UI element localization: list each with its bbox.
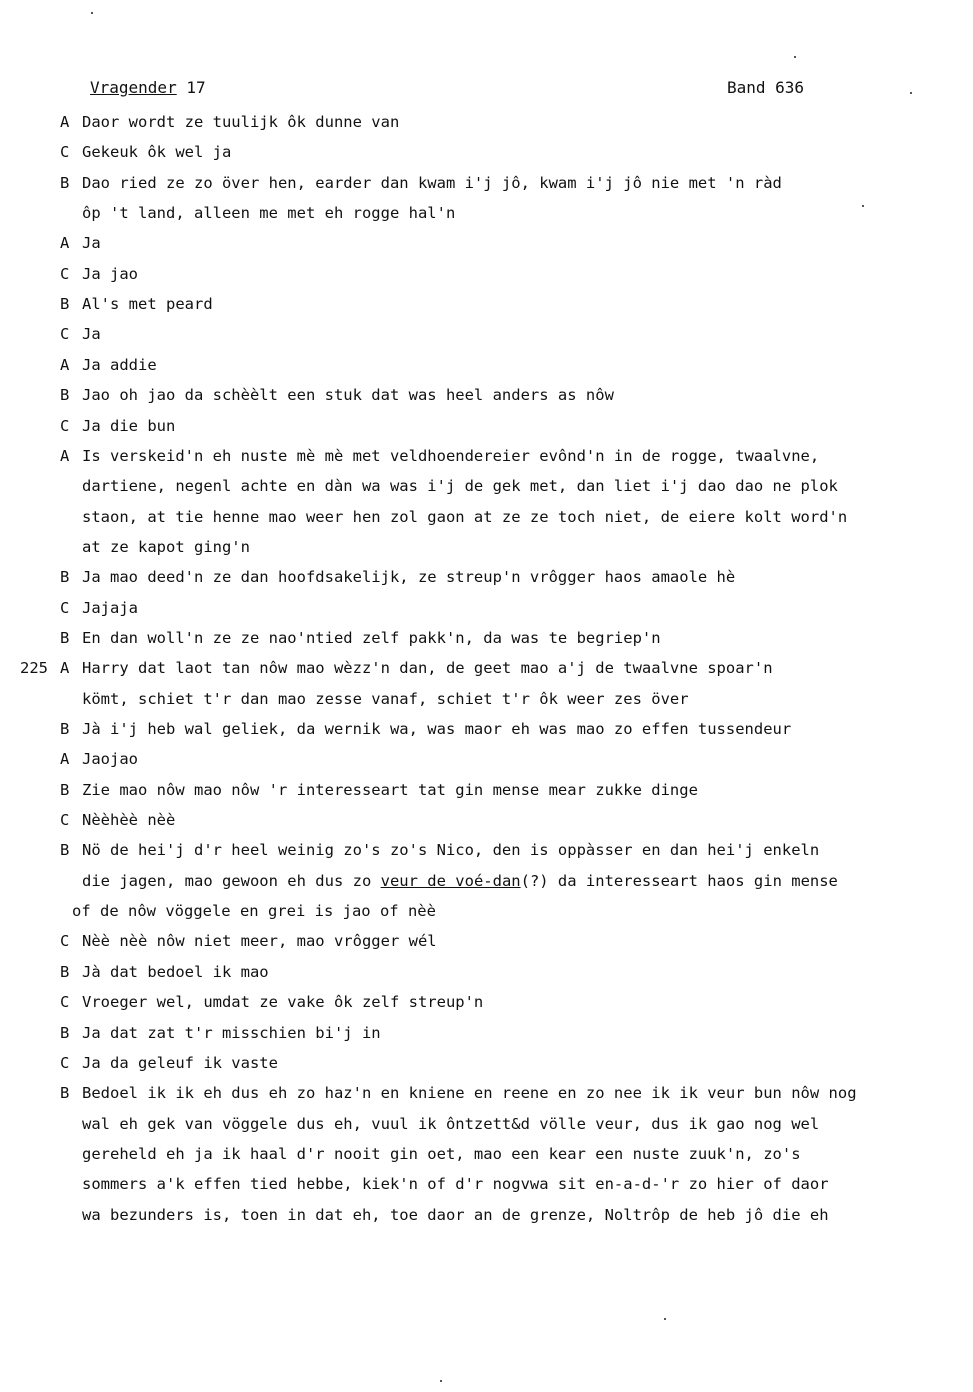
speaker-label: B (60, 173, 70, 192)
speaker-label: A (60, 446, 70, 465)
transcript-line (0, 566, 973, 588)
speaker-label: C (60, 416, 70, 435)
transcript-line (0, 1143, 973, 1165)
line-text: Ja die bun (82, 416, 176, 435)
line-text: Vroeger wel, umdat ze vake ôk zelf streup'n (82, 993, 484, 1012)
transcript-line (0, 263, 973, 285)
transcript-line (0, 839, 973, 861)
transcript-line (0, 1173, 973, 1195)
line-text: Jaojao (82, 750, 138, 769)
line-text: wal eh gek van vöggele dus eh, vuul ik ôntzett&d völle veur, dus ik gao nog wel (82, 1114, 820, 1133)
scan-speck (440, 1380, 442, 1382)
line-text: gereheld eh ja ik haal d'r nooit gin oet, mao een kear een nuste zuuk'n, zo's (82, 1144, 801, 1163)
speaker-label: B (60, 780, 70, 799)
line-text: Gekeuk ôk wel ja (82, 143, 232, 162)
speaker-label: B (60, 295, 70, 314)
speaker-label: B (60, 386, 70, 405)
line-text: Jajaja (82, 598, 138, 617)
scan-speck (862, 205, 864, 207)
header-number: 17 (186, 78, 206, 97)
transcript-line (0, 748, 973, 770)
line-text: Dao ried ze zo över hen, earder dan kwam i'j jô, kwam i'j jô nie met 'n ràd (82, 173, 782, 192)
transcript-line (0, 961, 973, 983)
speaker-label: A (60, 750, 70, 769)
page-header-left (90, 78, 206, 97)
speaker-label: A (60, 659, 70, 678)
transcript-line (0, 1204, 973, 1226)
header-label: Vragender (90, 78, 177, 97)
line-text: Nèèhèè nèè (82, 811, 176, 830)
line-text: Bedoel ik ik eh dus eh zo haz'n en kniene en reene en zo nee ik ik veur bun nôw nog (82, 1084, 857, 1103)
speaker-label: C (60, 264, 70, 283)
line-text: Ja addie (82, 355, 157, 374)
transcript-line (0, 809, 973, 831)
line-text: Al's met peard (82, 295, 213, 314)
line-text: wa bezunders is, toen in dat eh, toe daor an de grenze, Noltrôp de heb jô die eh (82, 1205, 829, 1224)
line-text: Ja jao (82, 264, 138, 283)
line-text: Ja (82, 234, 101, 253)
speaker-label: B (60, 628, 70, 647)
speaker-label: B (60, 1084, 70, 1103)
transcript-line (0, 475, 973, 497)
line-text: Is verskeid'n eh nuste mè mè met veldhoendereier evônd'n in de rogge, twaalvne, (82, 446, 820, 465)
band-label: Band 636 (727, 78, 805, 97)
line-text: staon, at tie henne mao weer hen zol gaon at ze ze toch niet, de eiere kolt word'n (82, 507, 848, 526)
transcript-line (0, 202, 973, 224)
speaker-label: C (60, 143, 70, 162)
transcript-line (0, 141, 973, 163)
transcript-line (0, 506, 973, 528)
transcript-line (0, 293, 973, 315)
transcript-line (0, 1113, 973, 1135)
transcript-line (0, 688, 973, 710)
transcript-line (0, 597, 973, 619)
line-text: ôp 't land, alleen me met eh rogge hal'n (82, 204, 456, 223)
speaker-label: C (60, 1053, 70, 1072)
line-text: Nö de hei'j d'r heel weinig zo's zo's Nico, den is oppàsser en dan hei'j enkeln (82, 841, 820, 860)
transcript-line (0, 323, 973, 345)
transcript-line (0, 1052, 973, 1074)
speaker-label: C (60, 325, 70, 344)
line-text: Ja (82, 325, 101, 344)
line-text: of de nôw vöggele en grei is jao of nèè (72, 902, 436, 921)
speaker-label: B (60, 568, 70, 587)
transcript-line (0, 536, 973, 558)
transcript-line (0, 172, 973, 194)
speaker-label: B (60, 841, 70, 860)
speaker-label: C (60, 932, 70, 951)
speaker-label: C (60, 598, 70, 617)
line-number: 225 (20, 659, 48, 678)
transcript-line (0, 445, 973, 467)
line-text: kömt, schiet t'r dan mao zesse vanaf, schiet t'r ôk weer zes över (82, 689, 689, 708)
transcript-line (0, 930, 973, 952)
transcript-line (0, 870, 973, 892)
speaker-label: B (60, 720, 70, 738)
line-text: Ja dat zat t'r misschien bi'j in (82, 1023, 381, 1042)
transcript-line (0, 384, 973, 406)
line-text: Harry dat laot tan nôw mao wèzz'n dan, de geet mao a'j de twaalvne spoar'n (82, 659, 773, 678)
transcript-line (0, 1022, 973, 1044)
scan-speck (664, 1318, 666, 1320)
line-text: sommers a'k effen tied hebbe, kiek'n of d'r nogvwa sit en-a-d-'r zo hier of daor (82, 1175, 829, 1194)
line-text: Jao oh jao da schèèlt een stuk dat was heel anders as nôw (82, 386, 614, 405)
line-text: Daor wordt ze tuulijk ôk dunne van (82, 113, 400, 131)
transcript-line (0, 900, 973, 922)
speaker-label: C (60, 993, 70, 1012)
scan-speck (794, 56, 796, 58)
line-text: dartiene, negenl achte en dàn wa was i'j de gek met, dan liet i'j dao dao ne plok (82, 477, 838, 496)
transcript-line (0, 991, 973, 1013)
transcript-line (0, 657, 973, 679)
transcript-line (0, 627, 973, 649)
line-text: Jà i'j heb wal geliek, da wernik wa, was maor eh was mao zo effen tussendeur (82, 720, 792, 738)
transcript-line (0, 354, 973, 376)
line-text: Jà dat bedoel ik mao (82, 962, 269, 981)
speaker-label: A (60, 355, 70, 374)
transcript-line (0, 779, 973, 801)
scan-speck (91, 12, 93, 14)
line-text: at ze kapot ging'n (82, 537, 250, 556)
scan-speck (910, 92, 912, 94)
line-text: Ja mao deed'n ze dan hoofdsakelijk, ze streup'n vrôgger haos amaole hè (82, 568, 736, 587)
speaker-label: C (60, 811, 70, 830)
transcript-line (0, 232, 973, 254)
speaker-label: B (60, 1023, 70, 1042)
line-text: Nèè nèè nôw niet meer, mao vrôgger wél (82, 932, 437, 951)
line-text: Zie mao nôw mao nôw 'r interesseart tat gin mense mear zukke dinge (82, 780, 698, 799)
speaker-label: A (60, 113, 70, 131)
speaker-label: B (60, 962, 70, 981)
speaker-label: A (60, 234, 70, 253)
transcript-line (0, 415, 973, 437)
transcript-line (0, 111, 973, 133)
transcript-line (0, 718, 973, 740)
line-text: die jagen, mao gewoon eh dus zo veur de voé-dan(?) da interesseart haos gin mense (82, 871, 838, 890)
line-text: En dan woll'n ze ze nao'ntied zelf pakk'n, da was te begriep'n (82, 628, 661, 647)
transcript-line (0, 1082, 973, 1104)
line-text: Ja da geleuf ik vaste (82, 1053, 278, 1072)
